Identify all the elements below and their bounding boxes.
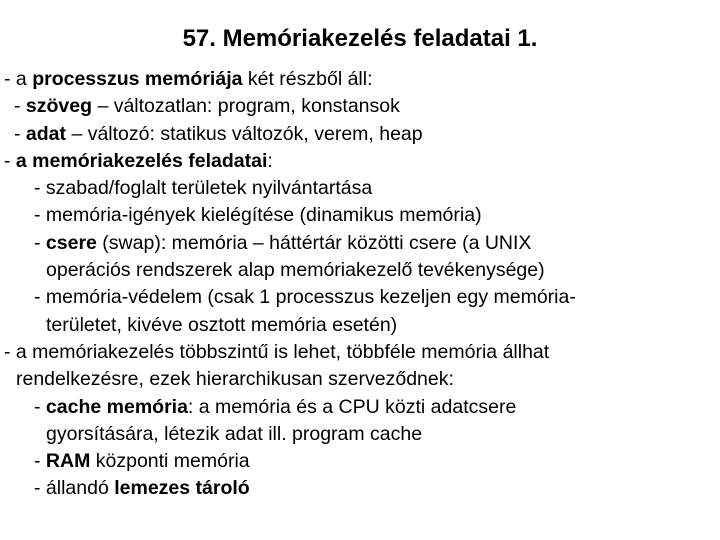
text-segment: - a memóriakezelés többszintű is lehet, többféle memória állhat [4, 340, 550, 363]
text-segment: két részből áll: [242, 68, 373, 90]
bold-text-segment: csere [45, 231, 97, 254]
text-line [4, 339, 716, 366]
text-segment: gyorsítására, létezik adat ill. program cache [46, 422, 423, 445]
bold-text-segment: cache memória [45, 395, 188, 418]
text-line [4, 175, 716, 202]
slide-title: 57. Memóriakezelés feladatai 1. [182, 25, 538, 52]
text-segment: - állandó [34, 477, 115, 500]
text-segment: – változatlan: program, konstansok [92, 95, 400, 118]
text-segment: (swap): memória – háttértár közötti csere (a UNIX [96, 231, 532, 254]
text-segment: - [34, 395, 46, 418]
text-line [4, 121, 716, 148]
bold-text-segment: adat [25, 122, 67, 145]
text-line [4, 366, 716, 393]
text-line [4, 284, 716, 311]
text-line [4, 93, 716, 120]
text-line [4, 257, 716, 284]
text-line [4, 448, 716, 475]
text-segment: - memória-igények kielégítése (dinamikus memória) [34, 204, 482, 227]
text-segment: központi memória [90, 450, 250, 473]
text-line [4, 312, 716, 339]
text-line [4, 421, 716, 448]
slide-body [4, 66, 716, 503]
text-segment: területet, kivéve osztott memória esetén) [46, 313, 398, 336]
text-segment: : a memória és a CPU közti adatcsere [187, 395, 517, 418]
text-segment: rendelkezésre, ezek hierarchikusan szerveződnek: [16, 368, 454, 391]
text-segment: – változó: statikus változók, verem, heap [66, 122, 423, 145]
text-segment: - a [4, 68, 33, 90]
text-line [4, 475, 716, 502]
text-line [4, 202, 716, 229]
bold-text-segment: lemezes tároló [114, 477, 250, 500]
text-segment: - [14, 122, 26, 145]
bold-text-segment: a memóriakezelés feladatai [15, 149, 268, 172]
text-line [4, 394, 716, 421]
bold-text-segment: processzus memóriája [32, 68, 243, 90]
text-segment: - [34, 450, 46, 473]
text-segment: - [14, 95, 26, 118]
text-segment: operációs rendszerek alap memóriakezelő tevékenysége) [46, 259, 545, 282]
text-segment: : [267, 149, 273, 172]
text-segment: - memória-védelem (csak 1 processzus kezeljen egy memória- [34, 286, 576, 309]
bold-text-segment: szöveg [25, 95, 93, 118]
text-line [4, 66, 716, 93]
text-segment: - szabad/foglalt területek nyilvántartása [34, 177, 373, 200]
text-line [4, 148, 716, 175]
text-segment: - [34, 231, 46, 254]
text-segment: - [4, 149, 16, 172]
text-line [4, 230, 716, 257]
bold-text-segment: RAM [45, 450, 91, 473]
